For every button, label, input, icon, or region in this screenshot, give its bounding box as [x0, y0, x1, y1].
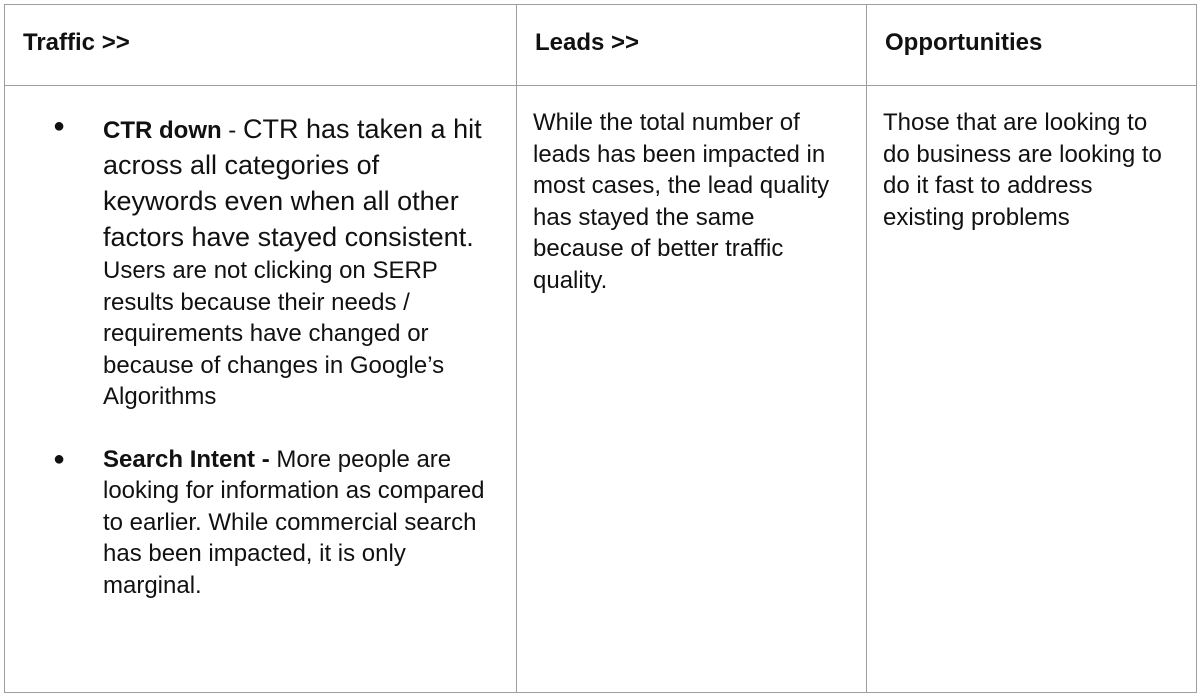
content-row: [5, 86, 1197, 693]
opportunities-cell: [867, 86, 1197, 693]
header-row: [5, 5, 1197, 86]
bullet-dot-icon: ●: [53, 447, 66, 470]
bullet-separator: -: [221, 117, 243, 144]
header-traffic: Traffic >>: [5, 5, 517, 86]
header-opportunities: Opportunities: [867, 5, 1197, 86]
bullet-heading: CTR down: [103, 117, 222, 144]
opportunities-text: Those that are looking to do business are looking to do it fast to address existing problems: [883, 109, 1162, 231]
header-leads: Leads >>: [517, 5, 867, 86]
leads-text: While the total number of leads has been impacted in most cases, the lead quality has stayed the same because of better traffic quality.: [533, 109, 830, 294]
bullet-text: More people are looking for information as compared to earlier. While commercial search has been impacted, it is only marginal.: [103, 445, 485, 599]
leads-cell: [517, 86, 867, 693]
bullet-item-search-intent: [5, 444, 516, 602]
bullet-heading: Search Intent -: [103, 445, 270, 473]
traffic-cell: [5, 86, 517, 693]
summary-table: [4, 4, 1197, 693]
traffic-bullet-list: [5, 111, 516, 601]
bullet-text-large: CTR has taken a hit across all categories of keywords even when all other factors have stayed consistent.: [103, 114, 482, 252]
bullet-item-ctr-down: [5, 111, 516, 413]
bullet-text: Users are not clicking on SERP results because their needs / requirements have changed or because of changes in Google’s Algorithms: [103, 257, 445, 410]
bullet-dot-icon: ●: [53, 115, 66, 137]
